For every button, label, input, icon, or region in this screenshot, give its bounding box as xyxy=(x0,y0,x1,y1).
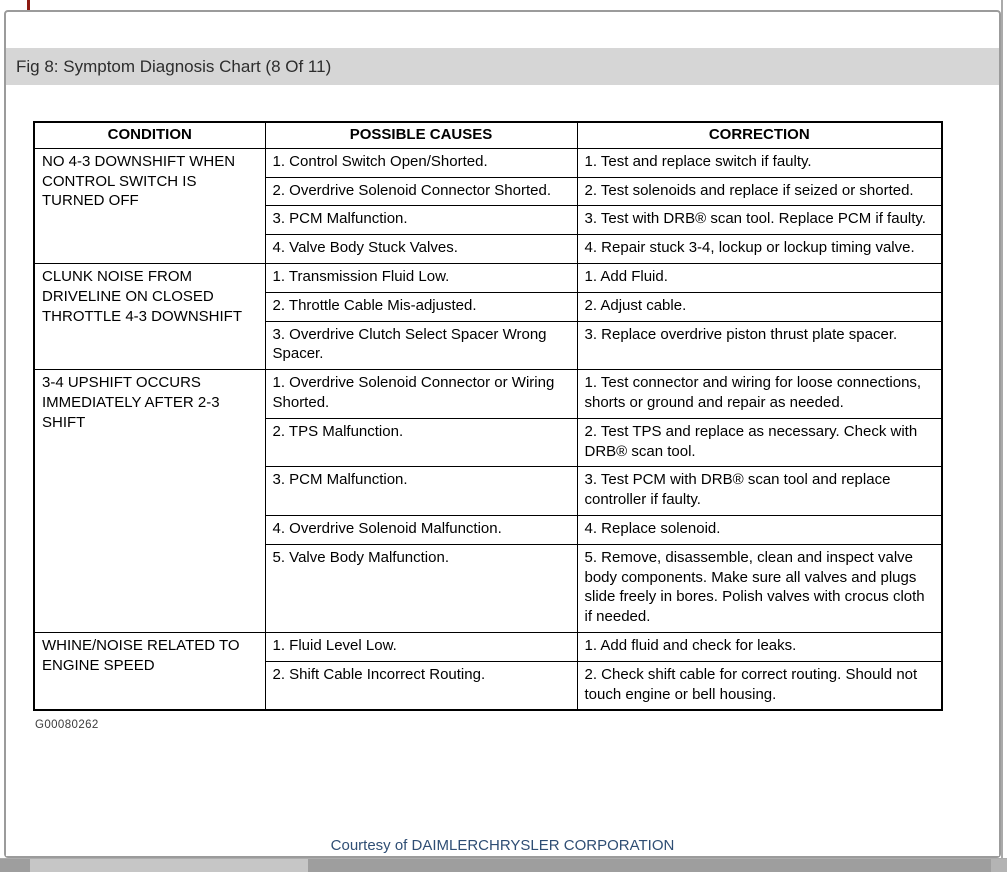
cause-cell: 1. Fluid Level Low. xyxy=(265,632,577,661)
correction-cell: 3. Test with DRB® scan tool. Replace PCM if faulty. xyxy=(577,206,942,235)
cause-cell: 3. Overdrive Clutch Select Spacer Wrong Spacer. xyxy=(265,321,577,370)
table-row xyxy=(34,632,942,661)
column-header-correction: CORRECTION xyxy=(577,122,942,148)
table-row xyxy=(34,370,942,419)
window-right-edge xyxy=(1001,0,1003,872)
correction-cell: 5. Remove, disassemble, clean and inspect valve body components. Make sure all valves and plugs slide freely in bores. Polish valves with crocus cloth if needed. xyxy=(577,544,942,632)
correction-cell: 1. Test and replace switch if faulty. xyxy=(577,148,942,177)
table-header-row xyxy=(34,122,942,148)
table-row xyxy=(34,148,942,177)
table-row xyxy=(34,263,942,292)
correction-cell: 3. Test PCM with DRB® scan tool and replace controller if faulty. xyxy=(577,467,942,516)
cause-cell: 2. Shift Cable Incorrect Routing. xyxy=(265,661,577,710)
cause-cell: 1. Transmission Fluid Low. xyxy=(265,263,577,292)
figure-window xyxy=(4,10,1001,858)
cause-cell: 4. Overdrive Solenoid Malfunction. xyxy=(265,515,577,544)
cause-cell: 2. Throttle Cable Mis-adjusted. xyxy=(265,292,577,321)
figure-content xyxy=(6,85,999,856)
cause-cell: 1. Control Switch Open/Shorted. xyxy=(265,148,577,177)
cause-cell: 2. Overdrive Solenoid Connector Shorted. xyxy=(265,177,577,206)
column-header-possible-causes: POSSIBLE CAUSES xyxy=(265,122,577,148)
cause-cell: 5. Valve Body Malfunction. xyxy=(265,544,577,632)
correction-cell: 2. Test solenoids and replace if seized or shorted. xyxy=(577,177,942,206)
correction-cell: 2. Test TPS and replace as necessary. Check with DRB® scan tool. xyxy=(577,418,942,467)
condition-cell: 3-4 UPSHIFT OCCURS IMMEDIATELY AFTER 2-3 SHIFT xyxy=(34,370,265,633)
figure-id: G00080262 xyxy=(35,719,99,732)
credit-line: Courtesy of DAIMLERCHRYSLER CORPORATION xyxy=(330,837,675,854)
cause-cell: 2. TPS Malfunction. xyxy=(265,418,577,467)
correction-cell: 2. Check shift cable for correct routing. Should not touch engine or bell housing. xyxy=(577,661,942,710)
horizontal-scrollbar-thumb[interactable] xyxy=(308,859,991,872)
figure-title: Fig 8: Symptom Diagnosis Chart (8 Of 11) xyxy=(16,56,332,76)
symptom-diagnosis-table xyxy=(33,121,943,711)
correction-cell: 4. Repair stuck 3-4, lockup or lockup timing valve. xyxy=(577,235,942,264)
condition-cell: WHINE/NOISE RELATED TO ENGINE SPEED xyxy=(34,632,265,710)
scrollbar-corner xyxy=(991,859,1007,872)
correction-cell: 3. Replace overdrive piston thrust plate spacer. xyxy=(577,321,942,370)
column-header-condition: CONDITION xyxy=(34,122,265,148)
condition-cell: NO 4-3 DOWNSHIFT WHEN CONTROL SWITCH IS TURNED OFF xyxy=(34,148,265,263)
condition-cell: CLUNK NOISE FROM DRIVELINE ON CLOSED THROTTLE 4-3 DOWNSHIFT xyxy=(34,263,265,369)
cause-cell: 4. Valve Body Stuck Valves. xyxy=(265,235,577,264)
cause-cell: 3. PCM Malfunction. xyxy=(265,206,577,235)
scrollbar-left-segment[interactable] xyxy=(0,859,30,872)
figure-title-bar xyxy=(6,48,999,85)
cause-cell: 3. PCM Malfunction. xyxy=(265,467,577,516)
correction-cell: 1. Test connector and wiring for loose connections, shorts or ground and repair as needed. xyxy=(577,370,942,419)
horizontal-scrollbar[interactable] xyxy=(0,858,1007,872)
correction-cell: 1. Add fluid and check for leaks. xyxy=(577,632,942,661)
correction-cell: 1. Add Fluid. xyxy=(577,263,942,292)
cause-cell: 1. Overdrive Solenoid Connector or Wiring Shorted. xyxy=(265,370,577,419)
correction-cell: 2. Adjust cable. xyxy=(577,292,942,321)
correction-cell: 4. Replace solenoid. xyxy=(577,515,942,544)
